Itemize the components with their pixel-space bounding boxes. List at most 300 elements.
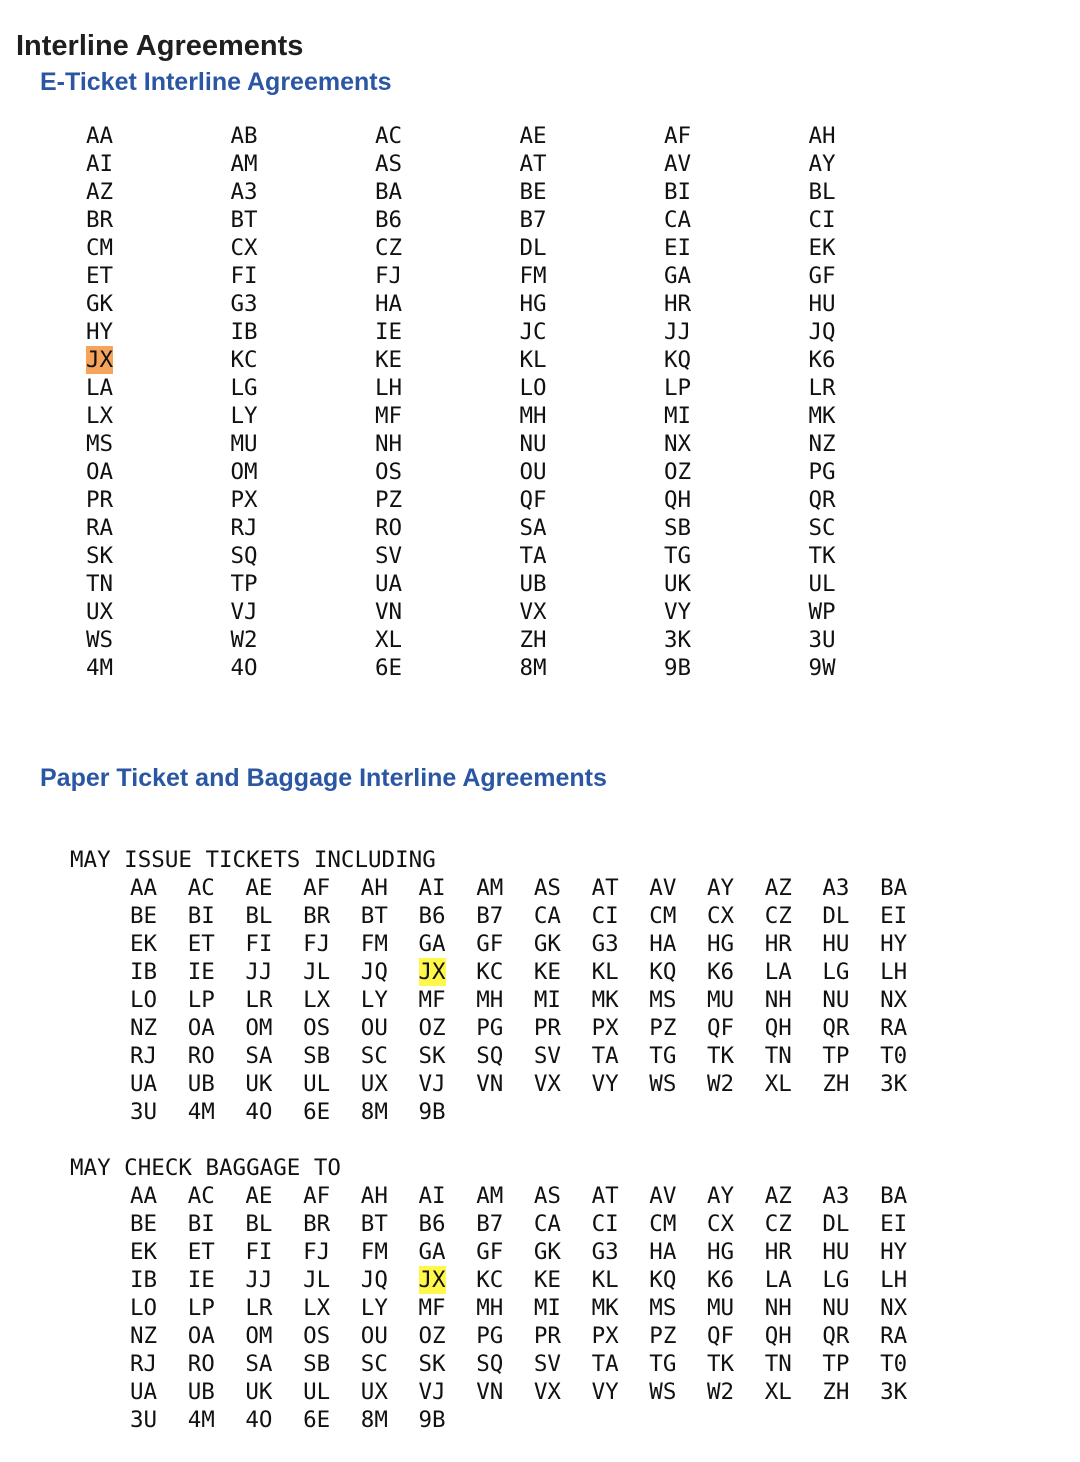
airline-code: 4O xyxy=(245,1407,273,1433)
eticket-code: MU xyxy=(230,431,258,457)
eticket-code: B6 xyxy=(375,207,403,233)
eticket-code: PR xyxy=(86,487,114,513)
airline-code: LH xyxy=(880,1267,908,1293)
airline-code: MI xyxy=(533,1295,561,1321)
eticket-code: LG xyxy=(230,375,258,401)
eticket-code: GK xyxy=(86,291,114,317)
airline-code: CA xyxy=(533,1211,561,1237)
eticket-code: MS xyxy=(86,431,114,457)
airline-code: HG xyxy=(707,931,735,957)
airline-code: QH xyxy=(764,1015,792,1041)
airline-code: 3U xyxy=(130,1099,158,1125)
eticket-code: GA xyxy=(664,263,692,289)
airline-code: GA xyxy=(418,1239,446,1265)
eticket-code: G3 xyxy=(230,291,258,317)
eticket-code: ET xyxy=(86,263,114,289)
airline-code: SC xyxy=(360,1351,388,1377)
airline-code: MU xyxy=(707,1295,735,1321)
airline-code: 3K xyxy=(880,1071,908,1097)
airline-code: MI xyxy=(533,987,561,1013)
eticket-code: LY xyxy=(230,403,258,429)
airline-code: GK xyxy=(533,1239,561,1265)
airline-code: GA xyxy=(418,931,446,957)
eticket-code: WS xyxy=(86,627,114,653)
airline-code: AY xyxy=(707,875,735,901)
airline-code: TN xyxy=(764,1043,792,1069)
airline-code: B7 xyxy=(476,903,504,929)
airline-code: AF xyxy=(303,875,331,901)
airline-code: XL xyxy=(764,1071,792,1097)
eticket-code: AY xyxy=(808,151,836,177)
airline-code: CZ xyxy=(764,903,792,929)
airline-code: TG xyxy=(649,1043,677,1069)
eticket-code: FJ xyxy=(375,263,403,289)
airline-code: UK xyxy=(245,1379,273,1405)
airline-code: LX xyxy=(303,1295,331,1321)
eticket-code: JC xyxy=(519,319,547,345)
airline-code: UK xyxy=(245,1071,273,1097)
airline-code: W2 xyxy=(707,1379,735,1405)
airline-code: TK xyxy=(707,1351,735,1377)
airline-code: AE xyxy=(245,875,273,901)
eticket-code: VY xyxy=(664,599,692,625)
airline-code: BR xyxy=(303,903,331,929)
airline-code: BL xyxy=(245,1211,273,1237)
airline-code: SA xyxy=(245,1043,273,1069)
airline-code: WS xyxy=(649,1379,677,1405)
airline-code: 6E xyxy=(303,1407,331,1433)
airline-code: FI xyxy=(245,1239,273,1265)
airline-code: UA xyxy=(130,1071,158,1097)
airline-code: BI xyxy=(187,903,215,929)
airline-code: T0 xyxy=(880,1043,908,1069)
airline-code: GF xyxy=(476,1239,504,1265)
eticket-code: AC xyxy=(375,123,403,149)
eticket-code: AA xyxy=(86,123,114,149)
eticket-code: TN xyxy=(86,571,114,597)
eticket-code: MI xyxy=(664,403,692,429)
airline-code: XL xyxy=(764,1379,792,1405)
airline-code: LH xyxy=(880,959,908,985)
airline-code: BE xyxy=(130,1211,158,1237)
airline-code: SQ xyxy=(476,1043,504,1069)
airline-code: JQ xyxy=(360,959,388,985)
eticket-code: AE xyxy=(519,123,547,149)
eticket-code: OU xyxy=(519,459,547,485)
eticket-code: AB xyxy=(230,123,258,149)
airline-code: BL xyxy=(245,903,273,929)
airline-code: NZ xyxy=(130,1015,158,1041)
airline-code: A3 xyxy=(822,1183,850,1209)
eticket-code: B7 xyxy=(519,207,547,233)
airline-code: K6 xyxy=(707,959,735,985)
airline-code: EI xyxy=(880,903,908,929)
eticket-code: UX xyxy=(86,599,114,625)
airline-code: QF xyxy=(707,1323,735,1349)
airline-code: RJ xyxy=(130,1043,158,1069)
eticket-code: HR xyxy=(664,291,692,317)
eticket-code: SB xyxy=(664,515,692,541)
eticket-code: HY xyxy=(86,319,114,345)
airline-code: BR xyxy=(303,1211,331,1237)
eticket-code: FM xyxy=(519,263,547,289)
airline-code: LY xyxy=(360,1295,388,1321)
airline-code: AT xyxy=(591,875,619,901)
eticket-code: UA xyxy=(375,571,403,597)
eticket-code: SA xyxy=(519,515,547,541)
airline-code: OU xyxy=(360,1323,388,1349)
airline-code: AE xyxy=(245,1183,273,1209)
eticket-code: BE xyxy=(519,179,547,205)
airline-code: 4M xyxy=(187,1099,215,1125)
airline-code: KE xyxy=(533,1267,561,1293)
eticket-code: 6E xyxy=(375,655,403,681)
airline-code: 8M xyxy=(360,1099,388,1125)
airline-code: QH xyxy=(764,1323,792,1349)
airline-code: 4O xyxy=(245,1099,273,1125)
eticket-code: 4M xyxy=(86,655,114,681)
airline-code: VY xyxy=(591,1071,619,1097)
airline-code: AM xyxy=(476,875,504,901)
airline-code: LR xyxy=(245,987,273,1013)
eticket-code: NU xyxy=(519,431,547,457)
airline-code: UB xyxy=(187,1379,215,1405)
eticket-code: UK xyxy=(664,571,692,597)
eticket-code: HU xyxy=(808,291,836,317)
airline-code: K6 xyxy=(707,1267,735,1293)
airline-code: LA xyxy=(764,1267,792,1293)
airline-code: QR xyxy=(822,1323,850,1349)
airline-code: PR xyxy=(533,1323,561,1349)
airline-code: RO xyxy=(187,1043,215,1069)
eticket-code: AH xyxy=(808,123,836,149)
airline-code: B6 xyxy=(418,903,446,929)
airline-code: ET xyxy=(187,1239,215,1265)
airline-code: UL xyxy=(303,1071,331,1097)
eticket-code: JJ xyxy=(664,319,692,345)
airline-code: EK xyxy=(130,1239,158,1265)
eticket-code: KC xyxy=(230,347,258,373)
airline-code: SB xyxy=(303,1351,331,1377)
airline-code: AZ xyxy=(764,875,792,901)
eticket-code: TK xyxy=(808,543,836,569)
airline-code: VJ xyxy=(418,1071,446,1097)
airline-code: AS xyxy=(533,1183,561,1209)
airline-code: UL xyxy=(303,1379,331,1405)
airline-code: T0 xyxy=(880,1351,908,1377)
eticket-code: MK xyxy=(808,403,836,429)
airline-code: MS xyxy=(649,987,677,1013)
airline-code: NX xyxy=(880,1295,908,1321)
eticket-code: KL xyxy=(519,347,547,373)
airline-code: OM xyxy=(245,1323,273,1349)
airline-code: NX xyxy=(880,987,908,1013)
airline-code: AS xyxy=(533,875,561,901)
airline-code: SC xyxy=(360,1043,388,1069)
airline-code: TN xyxy=(764,1351,792,1377)
airline-code: OU xyxy=(360,1015,388,1041)
eticket-code: EI xyxy=(664,235,692,261)
eticket-code: BI xyxy=(664,179,692,205)
airline-code: EI xyxy=(880,1211,908,1237)
airline-code: KQ xyxy=(649,1267,677,1293)
airline-code: OZ xyxy=(418,1015,446,1041)
eticket-code: RJ xyxy=(230,515,258,541)
airline-code: KQ xyxy=(649,959,677,985)
airline-code: BA xyxy=(880,875,908,901)
airline-code: CA xyxy=(533,903,561,929)
airline-code: HA xyxy=(649,931,677,957)
eticket-code: AS xyxy=(375,151,403,177)
eticket-code: AF xyxy=(664,123,692,149)
airline-code: FI xyxy=(245,931,273,957)
airline-code: EK xyxy=(130,931,158,957)
eticket-code: UL xyxy=(808,571,836,597)
eticket-code: OM xyxy=(230,459,258,485)
airline-code: ZH xyxy=(822,1071,850,1097)
airline-code: HA xyxy=(649,1239,677,1265)
airline-code: KE xyxy=(533,959,561,985)
airline-code: UB xyxy=(187,1071,215,1097)
airline-code: B6 xyxy=(418,1211,446,1237)
airline-code: SQ xyxy=(476,1351,504,1377)
airline-code: JQ xyxy=(360,1267,388,1293)
airline-code: OA xyxy=(187,1015,215,1041)
airline-code: 3U xyxy=(130,1407,158,1433)
airline-code: CX xyxy=(707,1211,735,1237)
airline-code: FJ xyxy=(303,1239,331,1265)
airline-code: MH xyxy=(476,1295,504,1321)
eticket-code: JX xyxy=(86,347,114,373)
paper-ticket-heading: Paper Ticket and Baggage Interline Agreements xyxy=(40,764,607,792)
airline-code: RA xyxy=(880,1015,908,1041)
eticket-code: BA xyxy=(375,179,403,205)
airline-code: FM xyxy=(360,1239,388,1265)
eticket-code: BL xyxy=(808,179,836,205)
airline-code: MU xyxy=(707,987,735,1013)
airline-code: GK xyxy=(533,931,561,957)
eticket-code: IE xyxy=(375,319,403,345)
airline-code: CI xyxy=(591,1211,619,1237)
airline-code: GF xyxy=(476,931,504,957)
airline-code: SV xyxy=(533,1351,561,1377)
airline-code: AA xyxy=(130,1183,158,1209)
airline-code: VY xyxy=(591,1379,619,1405)
airline-code: VX xyxy=(533,1071,561,1097)
eticket-code: LA xyxy=(86,375,114,401)
eticket-code: IB xyxy=(230,319,258,345)
airline-code: RA xyxy=(880,1323,908,1349)
airline-code: SV xyxy=(533,1043,561,1069)
airline-code: BT xyxy=(360,903,388,929)
airline-code: TA xyxy=(591,1043,619,1069)
airline-code: HY xyxy=(880,1239,908,1265)
airline-code: AI xyxy=(418,875,446,901)
airline-code: KL xyxy=(591,1267,619,1293)
eticket-code: LO xyxy=(519,375,547,401)
airline-code: LO xyxy=(130,987,158,1013)
airline-code: JJ xyxy=(245,959,273,985)
airline-code: AV xyxy=(649,875,677,901)
airline-code: AM xyxy=(476,1183,504,1209)
airline-code: RO xyxy=(187,1351,215,1377)
airline-code: WS xyxy=(649,1071,677,1097)
airline-code: 4M xyxy=(187,1407,215,1433)
airline-code: PZ xyxy=(649,1323,677,1349)
airline-code: MF xyxy=(418,987,446,1013)
airline-code: ET xyxy=(187,931,215,957)
airline-code: IB xyxy=(130,1267,158,1293)
airline-code: MS xyxy=(649,1295,677,1321)
airline-code: MK xyxy=(591,987,619,1013)
eticket-code: 8M xyxy=(519,655,547,681)
eticket-code: LP xyxy=(664,375,692,401)
airline-code: CZ xyxy=(764,1211,792,1237)
eticket-code: K6 xyxy=(808,347,836,373)
eticket-code: PZ xyxy=(375,487,403,513)
airline-code: OM xyxy=(245,1015,273,1041)
eticket-code: DL xyxy=(519,235,547,261)
airline-code: MK xyxy=(591,1295,619,1321)
airline-code: PX xyxy=(591,1015,619,1041)
eticket-code: WP xyxy=(808,599,836,625)
airline-code: DL xyxy=(822,903,850,929)
eticket-code: VJ xyxy=(230,599,258,625)
airline-code: HG xyxy=(707,1239,735,1265)
eticket-code: CX xyxy=(230,235,258,261)
airline-code: AC xyxy=(187,1183,215,1209)
airline-code: RJ xyxy=(130,1351,158,1377)
airline-code: PZ xyxy=(649,1015,677,1041)
eticket-code: KQ xyxy=(664,347,692,373)
airline-code: HR xyxy=(764,931,792,957)
eticket-code: RA xyxy=(86,515,114,541)
eticket-code: JQ xyxy=(808,319,836,345)
airline-code: OS xyxy=(303,1015,331,1041)
eticket-code: HG xyxy=(519,291,547,317)
eticket-code: UB xyxy=(519,571,547,597)
eticket-code: LX xyxy=(86,403,114,429)
airline-code: BA xyxy=(880,1183,908,1209)
eticket-code: RO xyxy=(375,515,403,541)
eticket-code: GF xyxy=(808,263,836,289)
airline-code: ZH xyxy=(822,1379,850,1405)
airline-code: TP xyxy=(822,1043,850,1069)
eticket-code: NH xyxy=(375,431,403,457)
eticket-code: CA xyxy=(664,207,692,233)
airline-code: JX xyxy=(418,1267,446,1293)
airline-code: AA xyxy=(130,875,158,901)
airline-code: JL xyxy=(303,959,331,985)
eticket-code: LR xyxy=(808,375,836,401)
eticket-code: W2 xyxy=(230,627,258,653)
airline-code: LG xyxy=(822,959,850,985)
eticket-code: OS xyxy=(375,459,403,485)
eticket-code: VX xyxy=(519,599,547,625)
airline-code: AZ xyxy=(764,1183,792,1209)
eticket-code: SC xyxy=(808,515,836,541)
airline-code: UA xyxy=(130,1379,158,1405)
airline-code: PX xyxy=(591,1323,619,1349)
eticket-code: NX xyxy=(664,431,692,457)
eticket-code: LH xyxy=(375,375,403,401)
eticket-code: QR xyxy=(808,487,836,513)
eticket-code: NZ xyxy=(808,431,836,457)
airline-code: CM xyxy=(649,903,677,929)
airline-code: LP xyxy=(187,987,215,1013)
airline-code: LO xyxy=(130,1295,158,1321)
eticket-code: BR xyxy=(86,207,114,233)
airline-code: VX xyxy=(533,1379,561,1405)
airline-code: G3 xyxy=(591,931,619,957)
airline-code: VN xyxy=(476,1379,504,1405)
airline-code: LA xyxy=(764,959,792,985)
airline-code: HR xyxy=(764,1239,792,1265)
eticket-code: CM xyxy=(86,235,114,261)
airline-code: CM xyxy=(649,1211,677,1237)
airline-code: OZ xyxy=(418,1323,446,1349)
airline-code: JJ xyxy=(245,1267,273,1293)
eticket-code: SV xyxy=(375,543,403,569)
airline-code: 8M xyxy=(360,1407,388,1433)
eticket-code: 9B xyxy=(664,655,692,681)
eticket-code: VN xyxy=(375,599,403,625)
airline-code: FJ xyxy=(303,931,331,957)
airline-code: TG xyxy=(649,1351,677,1377)
airline-code: OA xyxy=(187,1323,215,1349)
airline-code: NU xyxy=(822,987,850,1013)
eticket-code: A3 xyxy=(230,179,258,205)
airline-code: AT xyxy=(591,1183,619,1209)
airline-code: HU xyxy=(822,1239,850,1265)
airline-code: KC xyxy=(476,1267,504,1293)
airline-code: SA xyxy=(245,1351,273,1377)
airline-code: LX xyxy=(303,987,331,1013)
check-baggage-label: MAY CHECK BAGGAGE TO xyxy=(70,1155,341,1181)
eticket-code: SK xyxy=(86,543,114,569)
eticket-code: BT xyxy=(230,207,258,233)
airline-code: TP xyxy=(822,1351,850,1377)
airline-code: 6E xyxy=(303,1099,331,1125)
airline-code: KL xyxy=(591,959,619,985)
eticket-heading: E-Ticket Interline Agreements xyxy=(40,68,392,96)
airline-code: SK xyxy=(418,1043,446,1069)
airline-code: AF xyxy=(303,1183,331,1209)
eticket-code: XL xyxy=(375,627,403,653)
airline-code: SK xyxy=(418,1351,446,1377)
eticket-code: AI xyxy=(86,151,114,177)
airline-code: AH xyxy=(360,875,388,901)
eticket-code: QF xyxy=(519,487,547,513)
airline-code: AI xyxy=(418,1183,446,1209)
eticket-code: AM xyxy=(230,151,258,177)
airline-code: SB xyxy=(303,1043,331,1069)
eticket-code: TG xyxy=(664,543,692,569)
airline-code: NZ xyxy=(130,1323,158,1349)
airline-code: AC xyxy=(187,875,215,901)
airline-code: PR xyxy=(533,1015,561,1041)
airline-code: HY xyxy=(880,931,908,957)
airline-code: JX xyxy=(418,959,446,985)
eticket-code: KE xyxy=(375,347,403,373)
airline-code: UX xyxy=(360,1379,388,1405)
airline-code: 9B xyxy=(418,1099,446,1125)
airline-code: MH xyxy=(476,987,504,1013)
eticket-code: 3K xyxy=(664,627,692,653)
airline-code: AV xyxy=(649,1183,677,1209)
eticket-code: EK xyxy=(808,235,836,261)
airline-code: OS xyxy=(303,1323,331,1349)
